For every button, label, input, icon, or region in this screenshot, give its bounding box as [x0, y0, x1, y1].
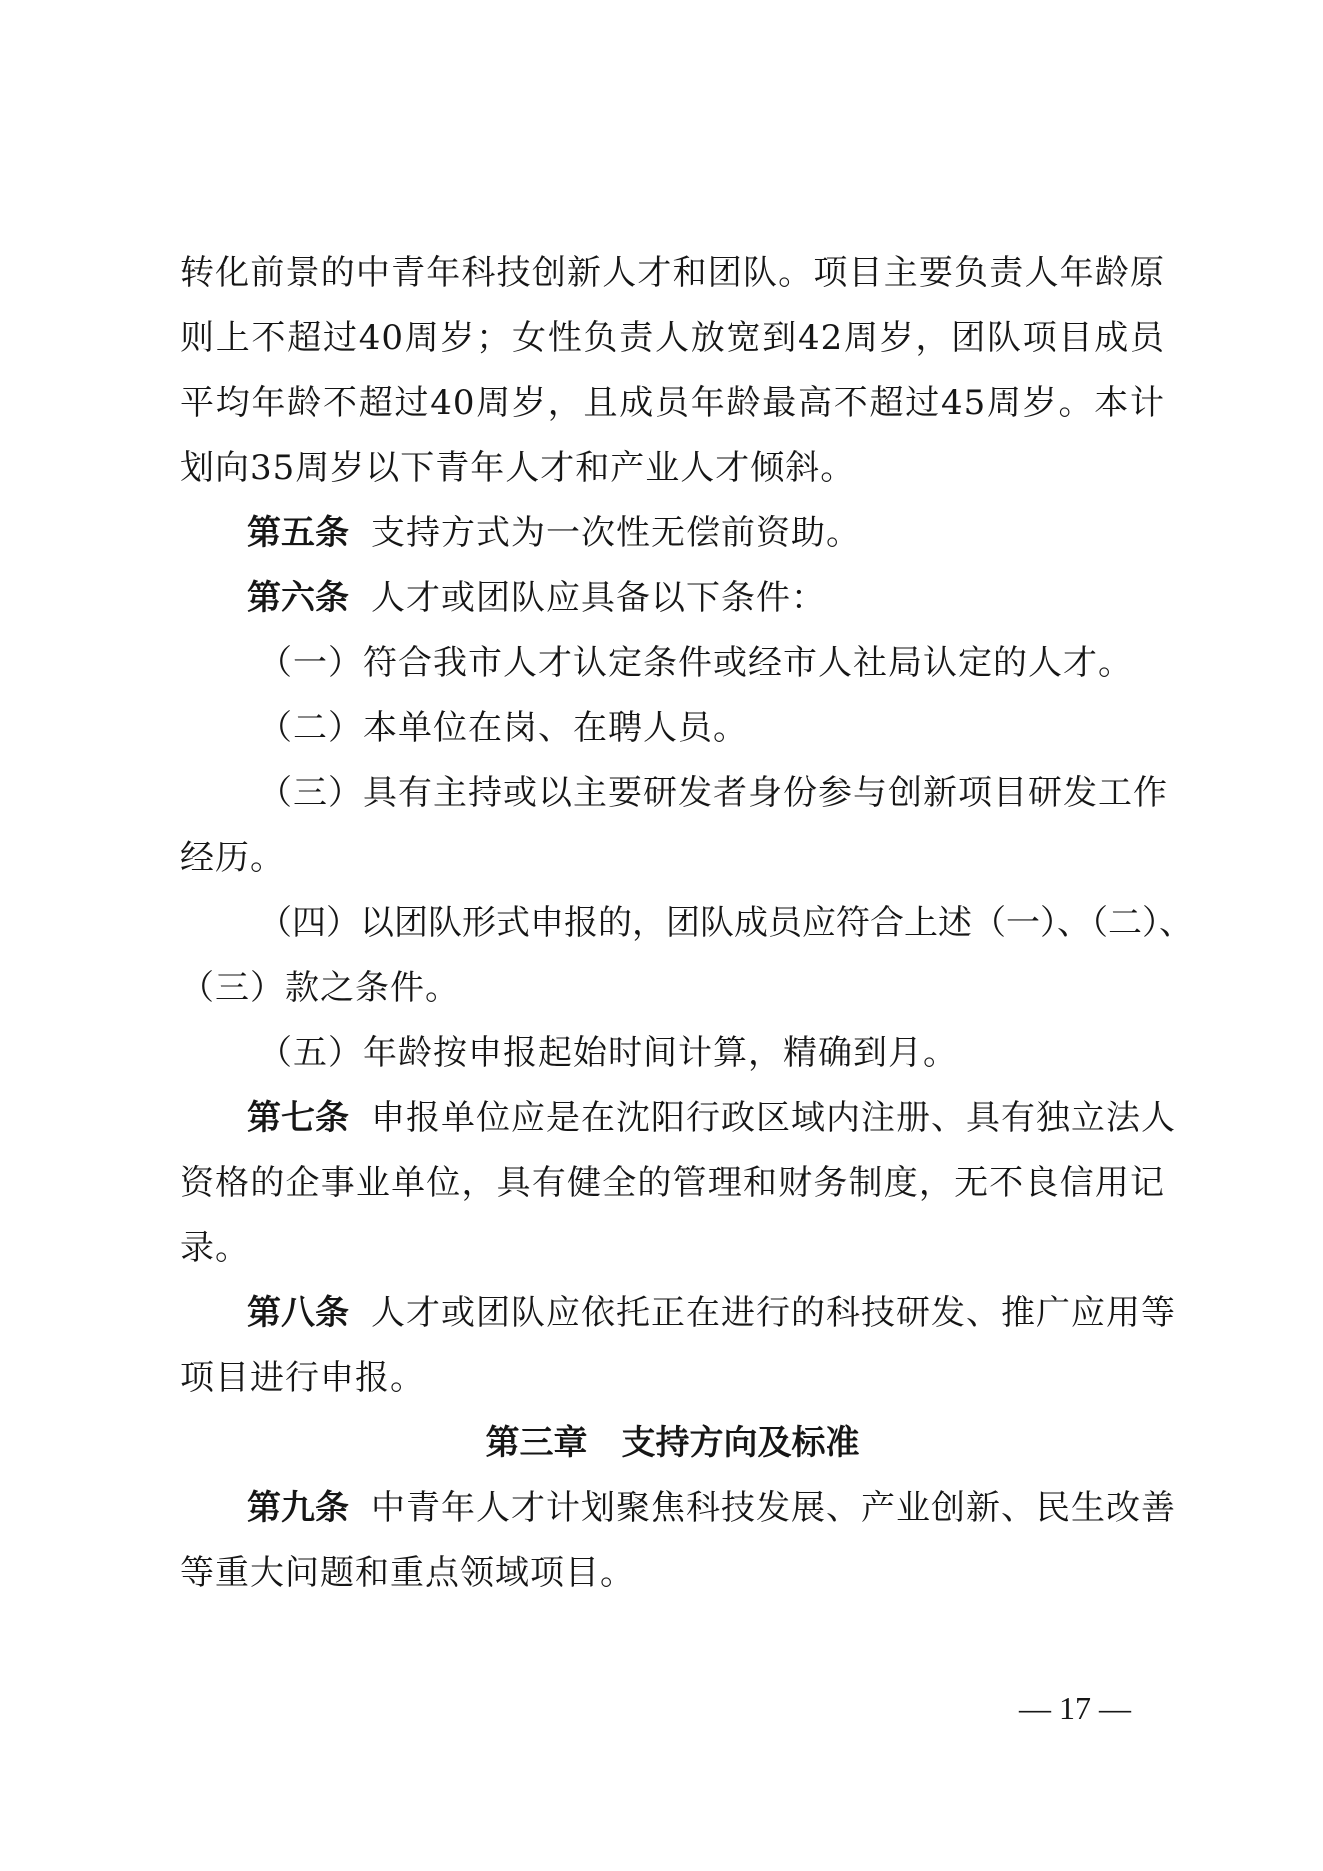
paragraph-line: 录。: [180, 1228, 250, 1268]
article-label: 第六条: [247, 578, 349, 618]
article-label: 第八条: [247, 1293, 349, 1333]
paragraph-line: 划向35周岁以下青年人才和产业人才倾斜。: [180, 448, 856, 488]
list-item: （四）以团队形式申报的，团队成员应符合上述（一）、（二）、: [258, 903, 1193, 943]
article-label: 第七条: [247, 1098, 349, 1138]
list-item: （二）本单位在岗、在聘人员。: [258, 708, 748, 748]
paragraph-line: 等重大问题和重点领域项目。: [180, 1553, 635, 1593]
list-item: （五）年龄按申报起始时间计算，精确到月。: [258, 1033, 958, 1073]
list-item: （三）具有主持或以主要研发者身份参与创新项目研发工作: [258, 773, 1168, 813]
chapter-heading: 第三章 支持方向及标准: [485, 1423, 860, 1463]
article-text: 中青年人才计划聚焦科技发展、产业创新、民生改善: [371, 1488, 1176, 1528]
article-text: 申报单位应是在沈阳行政区域内注册、具有独立法人: [371, 1098, 1176, 1138]
list-item-continuation: （三）款之条件。: [180, 968, 460, 1008]
article-text: 人才或团队应依托正在进行的科技研发、推广应用等: [371, 1293, 1176, 1333]
article-9: [180, 1476, 1176, 1541]
paragraph-line: 则上不超过40周岁；女性负责人放宽到42周岁，团队项目成员: [180, 318, 1165, 358]
article-8: [180, 1281, 1176, 1346]
article-7: [180, 1086, 1176, 1151]
list-item-continuation: 经历。: [180, 838, 285, 878]
paragraph-line: 转化前景的中青年科技创新人才和团队。项目主要负责人年龄原: [180, 253, 1165, 293]
article-6: [180, 566, 1165, 631]
article-text: 人才或团队应具备以下条件：: [371, 578, 826, 618]
body-text: [180, 241, 1193, 1606]
article-text: 支持方式为一次性无偿前资助。: [371, 513, 861, 553]
article-5: [180, 501, 1165, 566]
article-label: 第五条: [247, 513, 349, 553]
page-number: — 17 —: [1019, 1690, 1131, 1726]
paragraph-line: 资格的企事业单位，具有健全的管理和财务制度，无不良信用记: [180, 1163, 1165, 1203]
paragraph-line: 平均年龄不超过40周岁，且成员年龄最高不超过45周岁。本计: [180, 383, 1165, 423]
list-item: （一）符合我市人才认定条件或经市人社局认定的人才。: [258, 643, 1133, 683]
paragraph-line: 项目进行申报。: [180, 1358, 425, 1398]
article-label: 第九条: [247, 1488, 349, 1528]
